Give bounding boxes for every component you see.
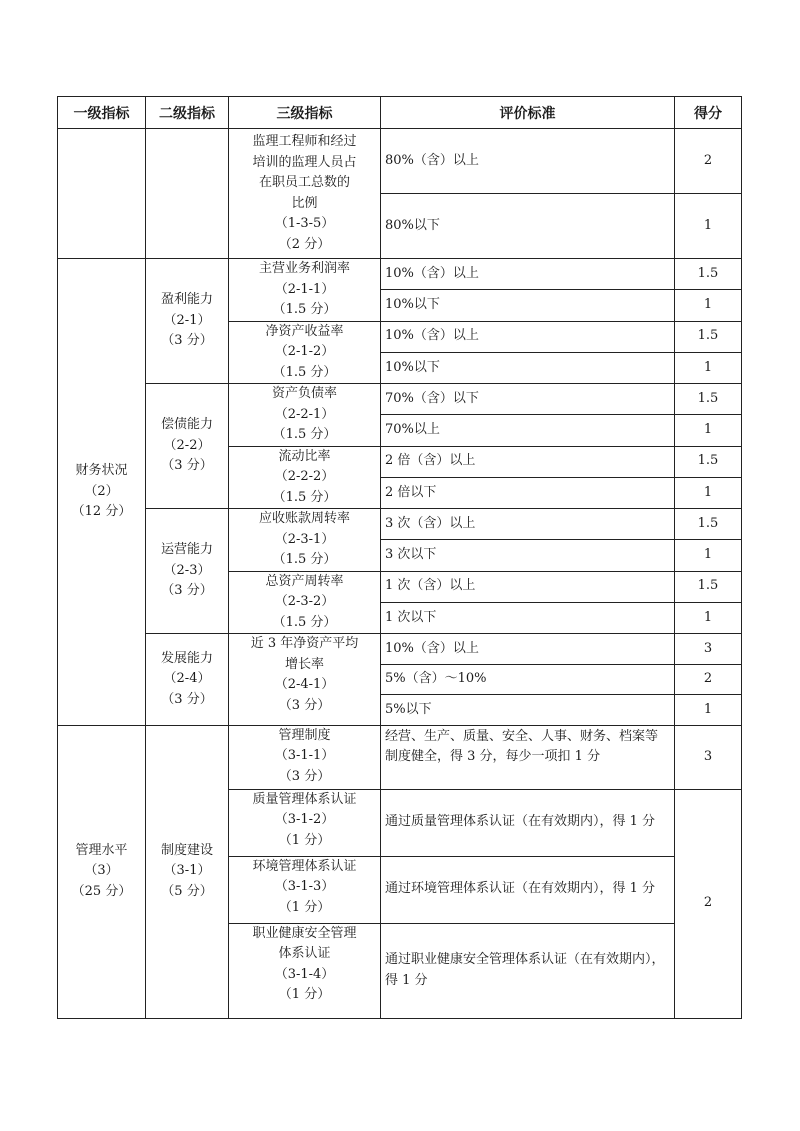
level3-label-line: 流动比率	[278, 448, 331, 464]
level3-label-line: （1.5 分）	[272, 364, 337, 380]
level3-label-line: （3-1-3）	[274, 879, 335, 894]
level2-label-line: （3 分）	[161, 458, 213, 474]
level3-cell	[229, 634, 381, 726]
level2-label-line: （3 分）	[161, 691, 213, 707]
level3-label-line: （2 分）	[278, 236, 331, 252]
score-cell: 1.5	[675, 259, 742, 290]
level3-label-line: 体系认证	[278, 946, 331, 961]
level3-cell	[229, 923, 381, 1018]
score-cell: 1	[675, 415, 742, 446]
level2-label-line: （2-3）	[163, 562, 211, 578]
level2-label-line: 运营能力	[160, 542, 213, 558]
header-level2: 二级指标	[146, 97, 229, 129]
level3-label-line: 比例	[291, 195, 318, 211]
level2-label-line: （3 分）	[161, 333, 213, 349]
score-cell: 1	[675, 194, 742, 259]
criterion-cell: 1 次以下	[381, 602, 675, 633]
criterion-cell: 80%（含）以上	[381, 129, 675, 194]
score-cell: 1.5	[675, 384, 742, 415]
criterion-text: 通过环境管理体系认证（在有效期内），得 1 分	[385, 881, 656, 897]
criterion-cell: 5%（含）～10%	[381, 664, 675, 695]
criterion-cell	[381, 725, 675, 789]
level3-label-line: （1-3-5）	[274, 216, 335, 231]
level3-cell	[229, 856, 381, 923]
level3-label-line: 培训的监理人员占	[252, 154, 357, 170]
level2-label-line: （5 分）	[161, 883, 213, 899]
level1-label-line: （2）	[84, 483, 119, 499]
level2-cell	[146, 725, 229, 1018]
level2-label-line: （2-4）	[163, 671, 211, 686]
level3-label-line: 主营业务利润率	[258, 261, 350, 276]
score-cell: 2	[675, 664, 742, 695]
score-cell: 2	[675, 129, 742, 194]
level1-label-line: 财务状况	[75, 463, 128, 478]
level2-label-line: （3 分）	[161, 583, 213, 599]
level1-label-line: （25 分）	[71, 883, 132, 899]
score-cell: 3	[675, 725, 742, 789]
level2-label-line: （2-2）	[163, 437, 211, 453]
level1-cell-management	[58, 725, 146, 1018]
level3-cell	[229, 446, 381, 509]
level3-label-line: （3 分）	[278, 768, 331, 784]
level3-label-line: （3-1-1）	[274, 748, 335, 763]
level2-cell	[146, 259, 229, 384]
level3-label-line: （2-1-2）	[274, 344, 335, 359]
score-cell: 1.5	[675, 446, 742, 477]
score-cell: 1	[675, 477, 742, 508]
criterion-cell: 10%以下	[381, 290, 675, 321]
criterion-text: 经营、生产、质量、安全、人事、财务、档案等制度健全，得 3 分，每少一项扣 1 分	[385, 728, 659, 764]
level1-cell-finance	[58, 259, 146, 726]
criterion-cell	[381, 789, 675, 856]
level2-cell	[146, 634, 229, 726]
level2-label-line: 偿债能力	[160, 417, 213, 433]
level3-cell	[229, 384, 381, 447]
level3-label-line: （2-4-1）	[274, 677, 335, 692]
level3-label-line: （1 分）	[278, 832, 331, 848]
score-cell: 1	[675, 352, 742, 383]
score-cell: 1	[675, 602, 742, 633]
level3-cell	[229, 725, 381, 789]
level3-label-line: 资产负债率	[271, 386, 337, 401]
criterion-cell: 70%以上	[381, 415, 675, 446]
criterion-cell: 10%以下	[381, 352, 675, 383]
score-cell: 1	[675, 540, 742, 571]
level2-label-line: 制度建设	[160, 842, 213, 858]
level3-label-line: 在职员工总数的	[258, 175, 350, 190]
score-cell: 1	[675, 290, 742, 321]
level3-label-line: 环境管理体系认证	[252, 858, 357, 874]
criterion-cell: 3 次以下	[381, 540, 675, 571]
header-row	[58, 97, 742, 129]
criterion-cell: 2 倍以下	[381, 477, 675, 508]
level3-cell	[229, 789, 381, 856]
level3-cell	[229, 259, 381, 322]
level2-label-line: 发展能力	[160, 650, 213, 666]
level3-label-line: （2-3-2）	[274, 594, 335, 609]
table-row	[58, 725, 742, 789]
level3-label-line: 质量管理体系认证	[252, 791, 357, 807]
level3-label-line: （1.5 分）	[272, 552, 337, 567]
criterion-cell: 80%以下	[381, 194, 675, 259]
level3-cell	[229, 509, 381, 572]
level2-cell	[146, 384, 229, 509]
blank-level2-cell	[146, 129, 229, 259]
level3-cell	[229, 321, 381, 384]
level3-label-line: （2-2-1）	[274, 406, 335, 422]
level3-label-line: （2-1-1）	[274, 281, 335, 297]
header-level1: 一级指标	[58, 97, 146, 129]
criterion-text: 通过质量管理体系认证（在有效期内），得 1 分	[385, 814, 656, 830]
criterion-cell	[381, 923, 675, 1018]
level3-label-line: （1.5 分）	[272, 489, 337, 505]
criterion-cell: 10%（含）以上	[381, 259, 675, 290]
criterion-cell: 5%以下	[381, 695, 675, 726]
level3-label-line: （2-2-2）	[274, 469, 335, 484]
criterion-cell: 3 次（含）以上	[381, 509, 675, 540]
level3-label-line: （3-1-4）	[274, 966, 335, 982]
header-level3: 三级指标	[229, 97, 381, 129]
level3-label-line: 总资产周转率	[265, 573, 344, 589]
level2-label-line: 盈利能力	[160, 292, 213, 308]
header-score: 得分	[675, 97, 742, 129]
level1-label-line: 管理水平	[75, 842, 128, 858]
level3-label-line: 监理工程师和经过	[252, 134, 357, 149]
level3-label-line: 管理制度	[278, 727, 331, 743]
table-row	[58, 259, 742, 290]
level2-label-line: （3-1）	[163, 863, 211, 879]
level1-label-line: （12 分）	[71, 504, 132, 519]
criterion-cell: 70%（含）以下	[381, 384, 675, 415]
blank-level1-cell	[58, 129, 146, 259]
level3-label-line: 净资产收益率	[265, 323, 344, 339]
level3-cell	[229, 129, 381, 259]
criterion-cell: 1 次（含）以上	[381, 571, 675, 602]
level3-label-line: 应收账款周转率	[258, 511, 350, 526]
criterion-cell: 10%（含）以上	[381, 634, 675, 665]
level1-label-line: （3）	[84, 863, 119, 879]
level3-label-line: （1.5 分）	[272, 427, 337, 442]
level3-cell	[229, 571, 381, 634]
level3-label-line: （1 分）	[278, 987, 331, 1002]
level3-label-line: 近 3 年净资产平均	[250, 636, 359, 651]
level3-label-line: 职业健康安全管理	[252, 925, 357, 941]
level3-label-line: （1.5 分）	[272, 302, 337, 317]
score-cell: 1.5	[675, 321, 742, 352]
level3-label-line: （3-1-2）	[274, 812, 335, 827]
criterion-text: 通过职业健康安全管理体系认证（在有效期内），得 1 分	[385, 952, 665, 988]
level3-label-line: 增长率	[284, 656, 324, 672]
level3-label-line: （2-3-1）	[274, 531, 335, 547]
score-cell: 1	[675, 695, 742, 726]
level2-cell	[146, 509, 229, 634]
evaluation-table	[57, 96, 742, 1019]
score-cell: 2	[675, 789, 742, 1018]
score-cell: 3	[675, 634, 742, 665]
header-criteria: 评价标准	[381, 97, 675, 129]
criterion-cell: 2 倍（含）以上	[381, 446, 675, 477]
score-cell: 1.5	[675, 509, 742, 540]
level2-label-line: （2-1）	[163, 312, 211, 328]
score-cell: 1.5	[675, 571, 742, 602]
criterion-cell	[381, 856, 675, 923]
table-row	[58, 384, 742, 415]
criterion-cell: 10%（含）以上	[381, 321, 675, 352]
level3-label-line: （1 分）	[278, 899, 331, 915]
level3-label-line: （3 分）	[278, 697, 331, 713]
table-row	[58, 129, 742, 194]
table-row	[58, 509, 742, 540]
table-row	[58, 634, 742, 665]
level3-label-line: （1.5 分）	[272, 614, 337, 630]
